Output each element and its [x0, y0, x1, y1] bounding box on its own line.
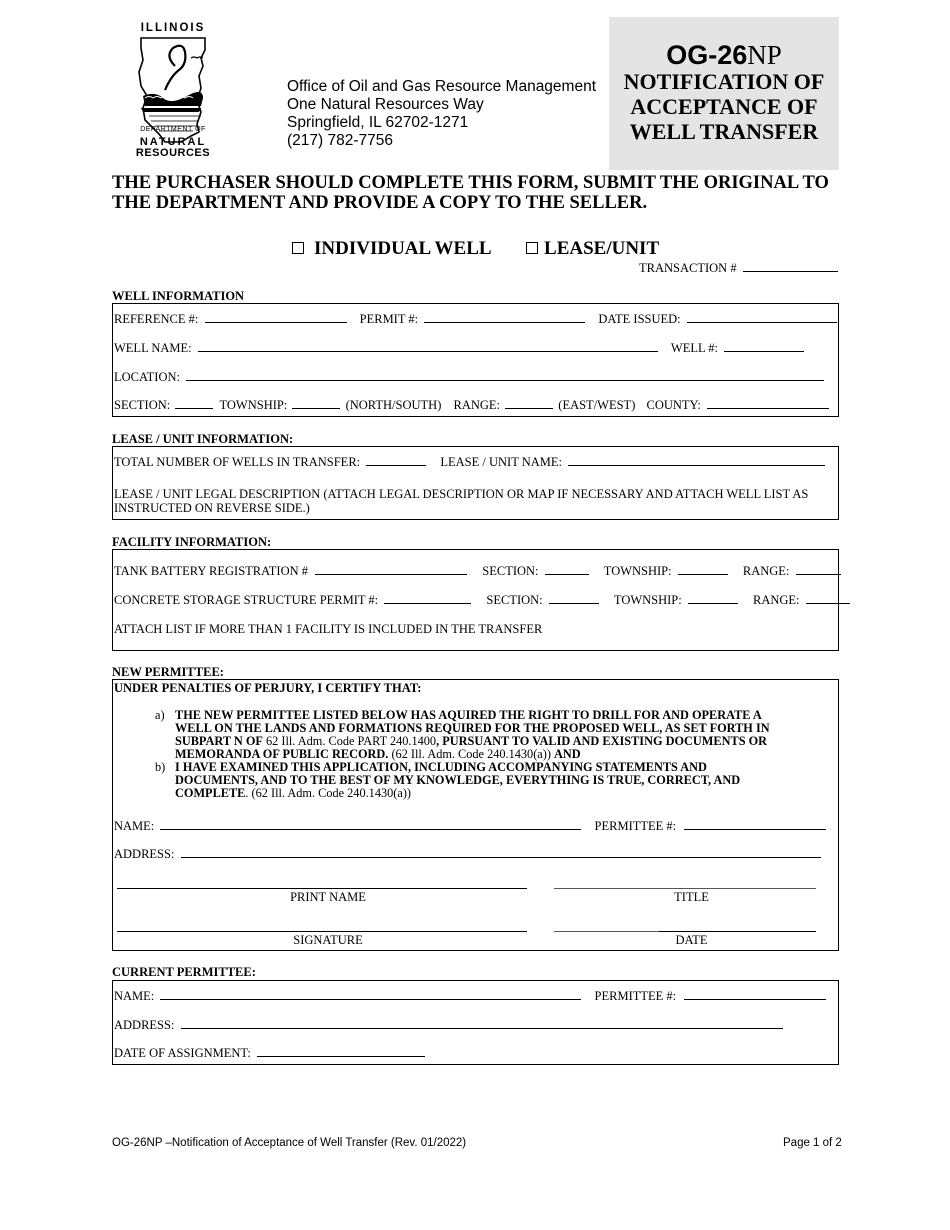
- office-city: Springfield, IL 62702-1271: [287, 114, 469, 131]
- signature-line[interactable]: [117, 931, 527, 932]
- individual-well-label: INDIVIDUAL WELL: [314, 238, 491, 259]
- footer-form-info: OG-26NP –Notification of Acceptance of Well Transfer (Rev. 01/2022): [112, 1137, 467, 1149]
- new-name-input[interactable]: [160, 819, 581, 830]
- current-permittee-heading: CURRENT PERMITTEE:: [112, 965, 256, 979]
- well-name-label: WELL NAME:: [114, 341, 192, 355]
- certification-list: [155, 709, 783, 800]
- date-caption: DATE: [675, 933, 708, 947]
- well-number-label: WELL #:: [670, 341, 718, 355]
- permit-label: PERMIT #:: [359, 312, 419, 326]
- lease-info-heading: LEASE / UNIT INFORMATION:: [112, 432, 294, 446]
- office-street: One Natural Resources Way: [287, 96, 484, 113]
- footer-page-number: Page 1 of 2: [783, 1137, 842, 1149]
- current-name-input[interactable]: [160, 989, 581, 1000]
- certification-item-b: b) I HAVE EXAMINED THIS APPLICATION, INCLUDING ACCOMPANYING STATEMENTS AND DOCUMENTS, AND TO THE BEST OF MY KNOWLEDGE, EVERYTHING IS TRUE, CORRECT, AND COMPLETE. (62 Ill. Adm. Code 240.1430(a)): [155, 760, 741, 800]
- well-info-row1: [114, 312, 837, 327]
- instruction-text: THE PURCHASER SHOULD COMPLETE THIS FORM, SUBMIT THE ORIGINAL TO THE DEPARTMENT AND PROVIDE A COPY TO THE SELLER.: [112, 173, 829, 213]
- new-permittee-number-input[interactable]: [684, 819, 826, 830]
- concrete-section-input[interactable]: [549, 593, 599, 604]
- east-west-text: (EAST/WEST): [558, 398, 636, 412]
- form-title-line2: ACCEPTANCE OF: [630, 94, 818, 119]
- total-wells-label: TOTAL NUMBER OF WELLS IN TRANSFER:: [114, 455, 361, 469]
- concrete-section-label: SECTION:: [486, 593, 543, 607]
- current-name-label: NAME:: [114, 989, 155, 1003]
- individual-well-checkbox[interactable]: [292, 242, 304, 254]
- location-label: LOCATION:: [114, 370, 180, 384]
- new-permittee-address-row: [114, 847, 821, 862]
- township-input[interactable]: [292, 398, 340, 409]
- north-south-text: (NORTH/SOUTH): [345, 398, 442, 412]
- transaction-field: [639, 261, 838, 276]
- title-line[interactable]: [554, 888, 816, 889]
- county-input[interactable]: [707, 398, 829, 409]
- new-address-input[interactable]: [181, 847, 821, 858]
- concrete-township-label: TOWNSHIP:: [613, 593, 682, 607]
- tank-township-input[interactable]: [678, 564, 728, 575]
- logo-resources-text: RESOURCES: [135, 147, 211, 159]
- concrete-permit-label: CONCRETE STORAGE STRUCTURE PERMIT #:: [114, 593, 379, 607]
- concrete-range-input[interactable]: [806, 593, 850, 604]
- date-of-assignment-input[interactable]: [257, 1046, 425, 1057]
- form-code: [609, 41, 839, 69]
- tank-range-input[interactable]: [796, 564, 841, 575]
- date-issued-label: DATE ISSUED:: [598, 312, 681, 326]
- lease-legal-description: LEASE / UNIT LEGAL DESCRIPTION (ATTACH LEGAL DESCRIPTION OR MAP IF NECESSARY AND ATTACH WELL LIST AS INSTRUCTED ON REVERSE SIDE.): [114, 487, 809, 515]
- form-code-suffix: NP: [747, 40, 782, 70]
- logo-state-text: ILLINOIS: [140, 22, 206, 34]
- tank-battery-label: TANK BATTERY REGISTRATION #: [114, 564, 309, 578]
- new-name-label: NAME:: [114, 819, 155, 833]
- lease-unit-label: LEASE/UNIT: [544, 238, 660, 259]
- lease-name-label: LEASE / UNIT NAME:: [440, 455, 563, 469]
- office-address: [287, 78, 596, 150]
- section-input[interactable]: [175, 398, 213, 409]
- facility-row1: [114, 564, 841, 579]
- concrete-permit-input[interactable]: [384, 593, 471, 604]
- well-number-input[interactable]: [724, 341, 804, 352]
- township-label: TOWNSHIP:: [219, 398, 288, 412]
- new-permittee-heading: NEW PERMITTEE:: [112, 665, 224, 679]
- date-of-assignment-label: DATE OF ASSIGNMENT:: [114, 1046, 251, 1060]
- reference-label: REFERENCE #:: [114, 312, 199, 326]
- range-input[interactable]: [505, 398, 553, 409]
- current-permittee-number-input[interactable]: [684, 989, 826, 1000]
- well-info-row3: [114, 370, 824, 385]
- location-input[interactable]: [186, 370, 824, 381]
- county-label: COUNTY:: [646, 398, 701, 412]
- logo-natural-text: NATURAL: [139, 136, 207, 148]
- reference-input[interactable]: [205, 312, 347, 323]
- current-permittee-address-row: [114, 1018, 783, 1033]
- certification-item-a: a) THE NEW PERMITTEE LISTED BELOW HAS AQUIRED THE RIGHT TO DRILL FOR AND OPERATE A WELL ON THE LANDS AND FORMATIONS REQUIRED FOR THE PROPOSED WELL, AS SET FORTH IN SUBPART N OF 62 Ill. Adm. Code PART 240.1400, PURSUANT TO VALID AND EXISTING DOCUMENTS OR MEMORANDA OF PUBLIC RECORD. (62 Ill. Adm. Code 240.1430(a)) AND: [155, 708, 770, 761]
- new-address-label: ADDRESS:: [114, 847, 175, 861]
- tank-township-label: TOWNSHIP:: [603, 564, 672, 578]
- current-permittee-name-row: [114, 989, 826, 1004]
- item-b-marker: b): [155, 760, 166, 774]
- tank-range-label: RANGE:: [742, 564, 790, 578]
- range-label: RANGE:: [453, 398, 501, 412]
- new-permittee-name-row: [114, 819, 826, 834]
- transfer-type-group: [292, 238, 659, 260]
- lease-name-input[interactable]: [568, 455, 825, 466]
- date-line-thin: [554, 931, 659, 932]
- form-title-line3: WELL TRANSFER: [629, 119, 819, 144]
- concrete-range-label: RANGE:: [753, 593, 800, 607]
- facility-info-heading: FACILITY INFORMATION:: [112, 535, 272, 549]
- perjury-statement: UNDER PENALTIES OF PERJURY, I CERTIFY THAT:: [114, 681, 422, 695]
- print-name-line[interactable]: [117, 888, 527, 889]
- form-title-box: [609, 17, 839, 170]
- current-address-input[interactable]: [181, 1018, 783, 1029]
- date-line[interactable]: [659, 931, 816, 932]
- form-code-number: OG-26: [666, 40, 748, 70]
- tank-battery-input[interactable]: [315, 564, 467, 575]
- permit-input[interactable]: [424, 312, 585, 323]
- well-info-row4: [114, 398, 829, 413]
- tank-section-label: SECTION:: [482, 564, 539, 578]
- print-name-caption: PRINT NAME: [290, 890, 366, 904]
- logo-dept-text: DEPARTMENT OF: [140, 126, 206, 133]
- item-a-marker: a): [155, 708, 165, 722]
- facility-attach-note: ATTACH LIST IF MORE THAN 1 FACILITY IS INCLUDED IN THE TRANSFER: [114, 622, 543, 636]
- well-info-heading: WELL INFORMATION: [112, 289, 245, 303]
- title-caption: TITLE: [674, 890, 709, 904]
- office-phone: (217) 782-7756: [287, 132, 393, 149]
- concrete-township-input[interactable]: [688, 593, 738, 604]
- current-address-label: ADDRESS:: [114, 1018, 175, 1032]
- lease-info-row1: [114, 455, 825, 470]
- well-info-row2: [114, 341, 804, 356]
- form-title-line1: NOTIFICATION OF: [623, 69, 825, 94]
- tank-section-input[interactable]: [545, 564, 589, 575]
- section-label: SECTION:: [114, 398, 171, 412]
- new-permittee-number-label: PERMITTEE #:: [594, 819, 677, 833]
- date-issued-input[interactable]: [687, 312, 837, 323]
- facility-row2: [114, 593, 850, 608]
- transaction-input[interactable]: [743, 261, 838, 272]
- idnr-logo: [133, 22, 213, 162]
- date-of-assignment-row: [114, 1046, 425, 1061]
- lease-unit-checkbox[interactable]: [526, 242, 538, 254]
- well-name-input[interactable]: [198, 341, 658, 352]
- signature-caption: SIGNATURE: [293, 933, 363, 947]
- current-permittee-number-label: PERMITTEE #:: [594, 989, 677, 1003]
- total-wells-input[interactable]: [366, 455, 426, 466]
- office-name: Office of Oil and Gas Resource Management: [287, 78, 597, 95]
- transaction-label: TRANSACTION #: [639, 261, 737, 275]
